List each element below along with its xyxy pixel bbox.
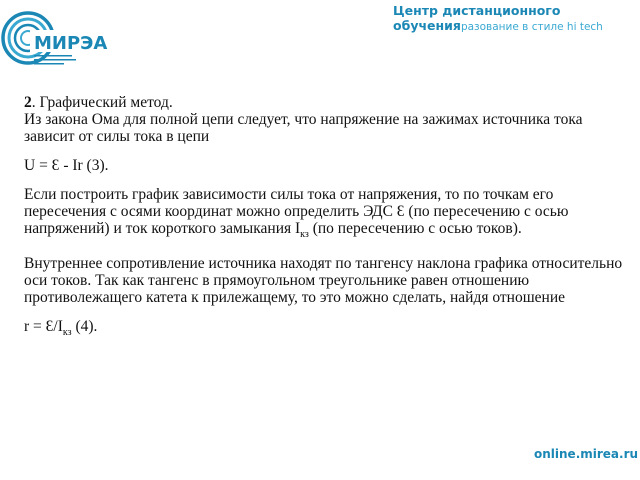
formula-4-text-a: r = Ɛ/I [24, 318, 63, 336]
heading-number: 2 [24, 94, 32, 111]
section-heading [24, 94, 624, 111]
slogan: разование в стиле hi tech [460, 21, 603, 33]
formula-4-subscript: кз [62, 327, 72, 339]
header-row2 [393, 18, 638, 35]
paragraph-graph-text-a: Если построить график зависимости силы тока от напряжения, то по точкам его пересечения с осями координат можно определить ЭДС Ɛ (по пересечению с осью напряжений) и ток короткого замыкания I [24, 186, 569, 237]
formula-4-text-b: (4). [71, 318, 98, 336]
paragraph-graph-text-b: (по пересечению с осью токов). [308, 220, 522, 237]
slide-content [24, 94, 624, 353]
center-name-line1: Центр дистанционного [393, 3, 561, 18]
paragraph-ohm-law: Из закона Ома для полной цепи следует, что напряжение на зажимах источника тока зависит от силы тока в цепи [24, 111, 583, 145]
subscript-kz: кз [300, 229, 309, 241]
paragraph-resistance: Внутреннее сопротивление источника находят по тангенсу наклона графика относительно оси токов. Так как тангенс в прямоугольном треугольнике равен отношению противолежащего катета к прилежащему, то это можно сделать, найдя отношение [24, 255, 623, 307]
center-name-line2: обучения [393, 18, 461, 33]
formula-4 [24, 318, 624, 341]
mirea-logo [0, 0, 110, 80]
paragraph-graph [24, 186, 624, 243]
site-link[interactable]: online.mirea.ru [534, 447, 639, 461]
center-header [393, 3, 638, 35]
formula-3: U = Ɛ - Ir (3). [24, 157, 109, 174]
heading-text: . Графический метод. [31, 94, 173, 111]
svg-text:МИРЭА: МИРЭА [34, 33, 108, 54]
